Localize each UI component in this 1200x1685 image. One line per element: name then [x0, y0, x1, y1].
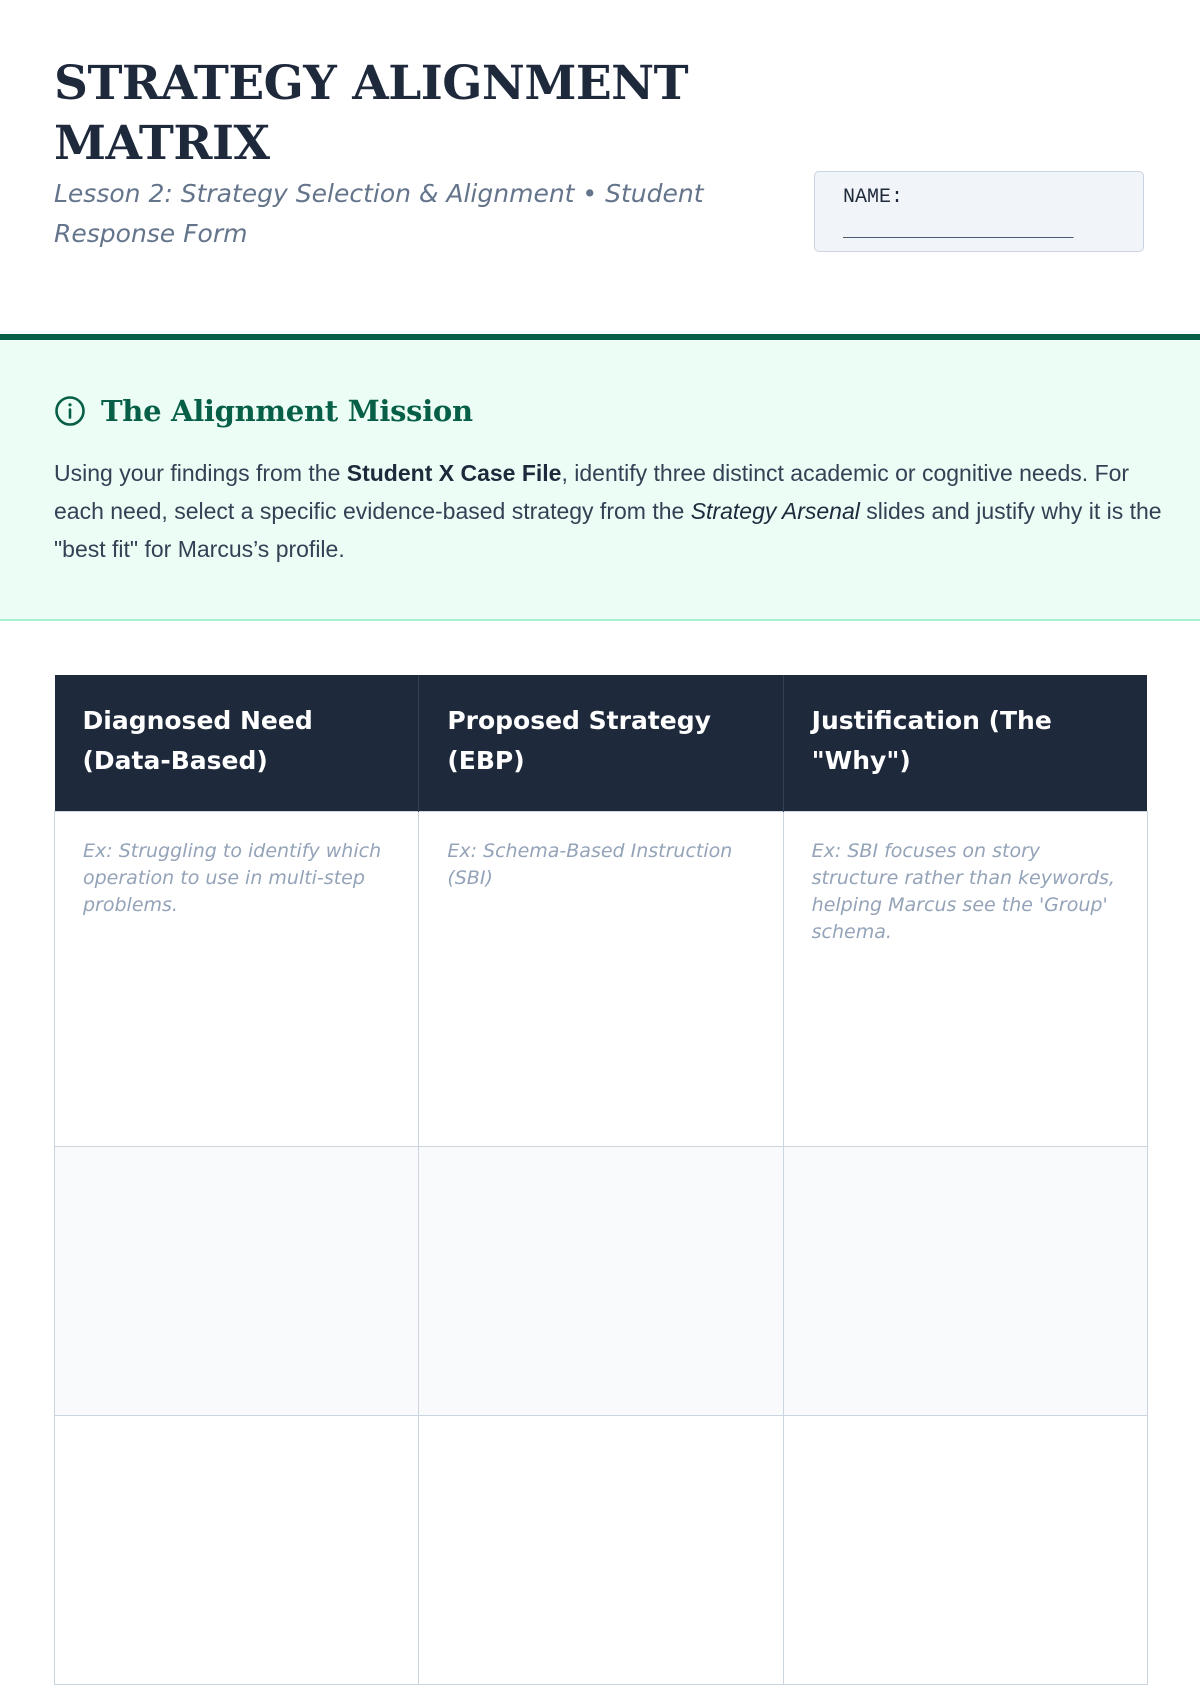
table-header-row	[55, 675, 1148, 812]
page-subtitle: Lesson 2: Strategy Selection & Alignment • Student Response Form	[54, 179, 704, 248]
cell-strategy[interactable]	[419, 1416, 783, 1685]
cell-need[interactable]	[55, 1416, 419, 1685]
name-field[interactable]	[814, 171, 1144, 252]
page-header	[0, 0, 1200, 334]
mission-text-part2: , identify three distinct academic or cognitive needs. For each need, select a specific evidence-based strategy from the	[54, 460, 1130, 524]
page-title: STRATEGY ALIGNMENT MATRIX	[54, 56, 689, 171]
cell-strategy[interactable]: Ex: Schema-Based Instruction (SBI)	[419, 812, 783, 1147]
cell-strategy[interactable]	[419, 1147, 783, 1416]
mission-text-part3: slides and justify why it is the "best fit" for Marcus’s profile.	[54, 498, 1162, 562]
column-header-justification: Justification (The "Why")	[783, 675, 1147, 812]
name-label: NAME:	[843, 186, 904, 209]
strategy-arsenal-reference: Strategy Arsenal	[690, 498, 860, 524]
name-blank-line[interactable]: ____________________	[843, 220, 1074, 243]
cell-justification[interactable]	[783, 1416, 1147, 1685]
mission-instructions	[54, 454, 1164, 568]
mission-text-part1: Using your findings from the	[54, 460, 347, 486]
cell-justification[interactable]	[783, 1147, 1147, 1416]
column-header-diagnosed-need: Diagnosed Need (Data-Based)	[55, 675, 419, 812]
table-row	[55, 1147, 1148, 1416]
table-row	[55, 812, 1148, 1147]
column-header-proposed-strategy: Proposed Strategy (EBP)	[419, 675, 783, 812]
mission-title: The Alignment Mission	[101, 394, 473, 428]
case-file-reference: Student X Case File	[346, 460, 562, 486]
cell-justification[interactable]: Ex: SBI focuses on story structure rather than keywords, helping Marcus see the 'Group' schema.	[783, 812, 1147, 1147]
cell-need[interactable]	[55, 1147, 419, 1416]
table-row	[55, 1416, 1148, 1685]
mission-heading-row	[54, 394, 473, 428]
alignment-matrix-table	[54, 675, 1148, 1685]
mission-panel	[0, 334, 1200, 621]
cell-need[interactable]: Ex: Struggling to identify which operation to use in multi-step problems.	[55, 812, 419, 1147]
info-circle-icon	[54, 395, 86, 427]
